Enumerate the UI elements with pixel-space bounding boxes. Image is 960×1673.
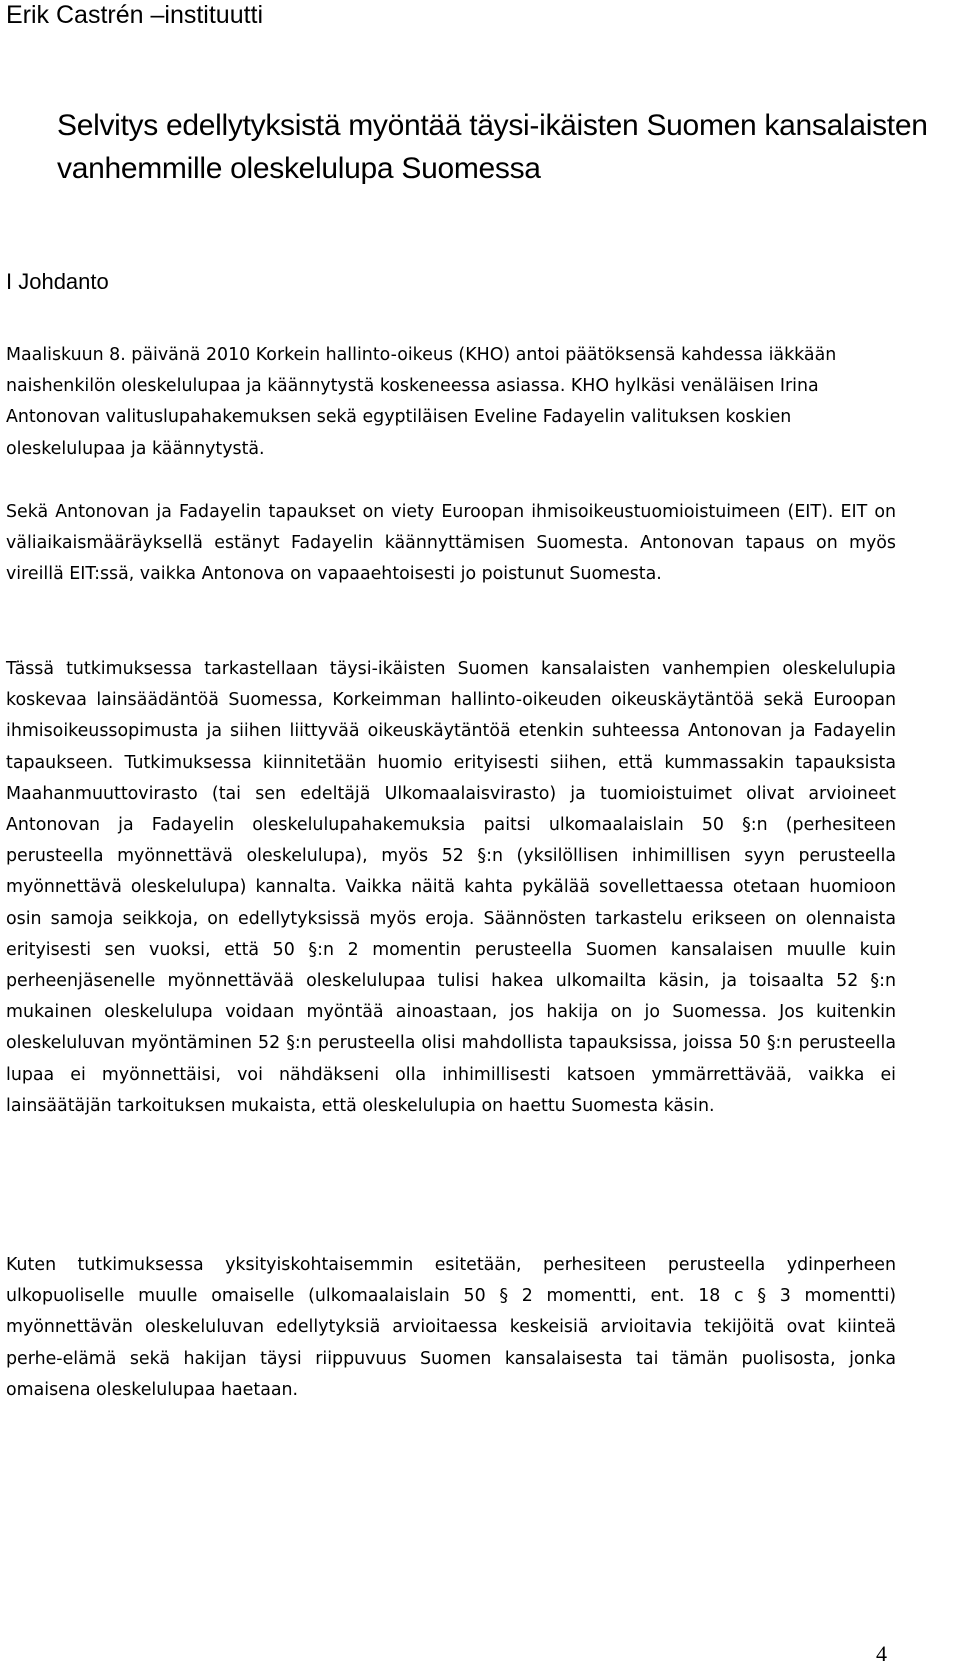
paragraph: Maaliskuun 8. päivänä 2010 Korkein hallinto-oikeus (KHO) antoi päätöksensä kahdessa iäkkään naishenkilön oleskelulupaa ja käännytystä koskeneessa asiassa. KHO hylkäsi venäläisen Irina Antonovan valituslupahakemuksen sekä egyptiläisen Eveline Fadayelin valituksen koskien oleskelulupaa ja käännytystä. — [6, 345, 837, 459]
paragraph: Sekä Antonovan ja Fadayelin tapaukset on viety Euroopan ihmisoikeustuomioistuimeen (EIT). EIT on väliaikaismääräyksellä estänyt Fadayelin käännyttämisen Suomesta. Antonovan tapaus on myös vireillä EIT:ssä, vaikka Antonova on vapaaehtoisesti jo poistunut Suomesta. — [6, 502, 896, 585]
paragraph: Kuten tutkimuksessa yksityiskohtaisemmin esitetään, perhesiteen perusteella ydinperheen ulkopuoliselle muulle omaiselle (ulkomaalaislain 50 § 2 momentti, ent. 18 c § 3 momentti) myönnettävän oleskeluluvan edellytyksiä arvioitaessa keskeisiä arvioitavia tekijöitä ovat kiinteä perhe-elämä sekä hakijan täysi riippuvuus Suomen kansalaisesta tai tämän puolisosta, jonka omaisena oleskelulupaa haetaan. — [6, 1255, 896, 1400]
paragraph: Tässä tutkimuksessa tarkastellaan täysi-ikäisten Suomen kansalaisten vanhempien oleskelulupia koskevaa lainsäädäntöä Suomessa, Korkeimman hallinto-oikeuden oikeuskäytäntöä sekä Euroopan ihmisoikeussopimusta ja siihen liittyvää oikeuskäytäntöä etenkin suhteessa Antonovan ja Fadayelin tapaukseen. Tutkimuksessa kiinnitetään huomio erityisesti siihen, että kummassakin tapauksista Maahanmuuttovirasto (tai sen edeltäjä Ulkomaalaisvirasto) ja tuomioistuimet olivat arvioineet Antonovan ja Fadayelin oleskelulupahakemuksia paitsi ulkomaalaislain 50 §:n (perhesiteen perusteella myönnettävä oleskelulupa), myös 52 §:n (yksilöllisen inhimillisen syyn perusteella myönnettävä oleskelulupa) kannalta. Vaikka näitä kahta pykälää sovellettaessa otetaan huomioon osin samoja seikkoja, on edellytyksissä myös eroja. Säännösten tarkastelu erikseen on olennaista erityisesti sen vuoksi, että 50 §:n 2 momentin perusteella Suomen kansalaisen muulle kuin perheenjäsenelle myönnettävää oleskelulupaa tulisi hakea ulkomailta käsin, ja toisaalta 52 §:n mukainen oleskelulupa voidaan myöntää ainoastaan, jos hakija on jo Suomessa. Jos kuitenkin oleskeluluvan myöntäminen 52 §:n perusteella olisi mahdollista tapauksissa, joissa 50 §:n perusteella lupaa ei myönnettäisi, voi nähdäkseni olla inhimillisesti katsoen ymmärrettävää, vaikka ei lainsäätäjän tarkoituksen mukaista, että oleskelulupia on haettu Suomesta käsin. — [6, 659, 896, 1116]
institute-header: Erik Castrén –instituutti — [6, 1, 264, 29]
section-heading: I Johdanto — [6, 269, 109, 294]
document-title: Selvitys edellytyksistä myöntää täysi-ikäisten Suomen kansalaisten vanhemmille oleskelulupa Suomessa — [57, 109, 928, 185]
page-number: 4 — [876, 1641, 887, 1666]
